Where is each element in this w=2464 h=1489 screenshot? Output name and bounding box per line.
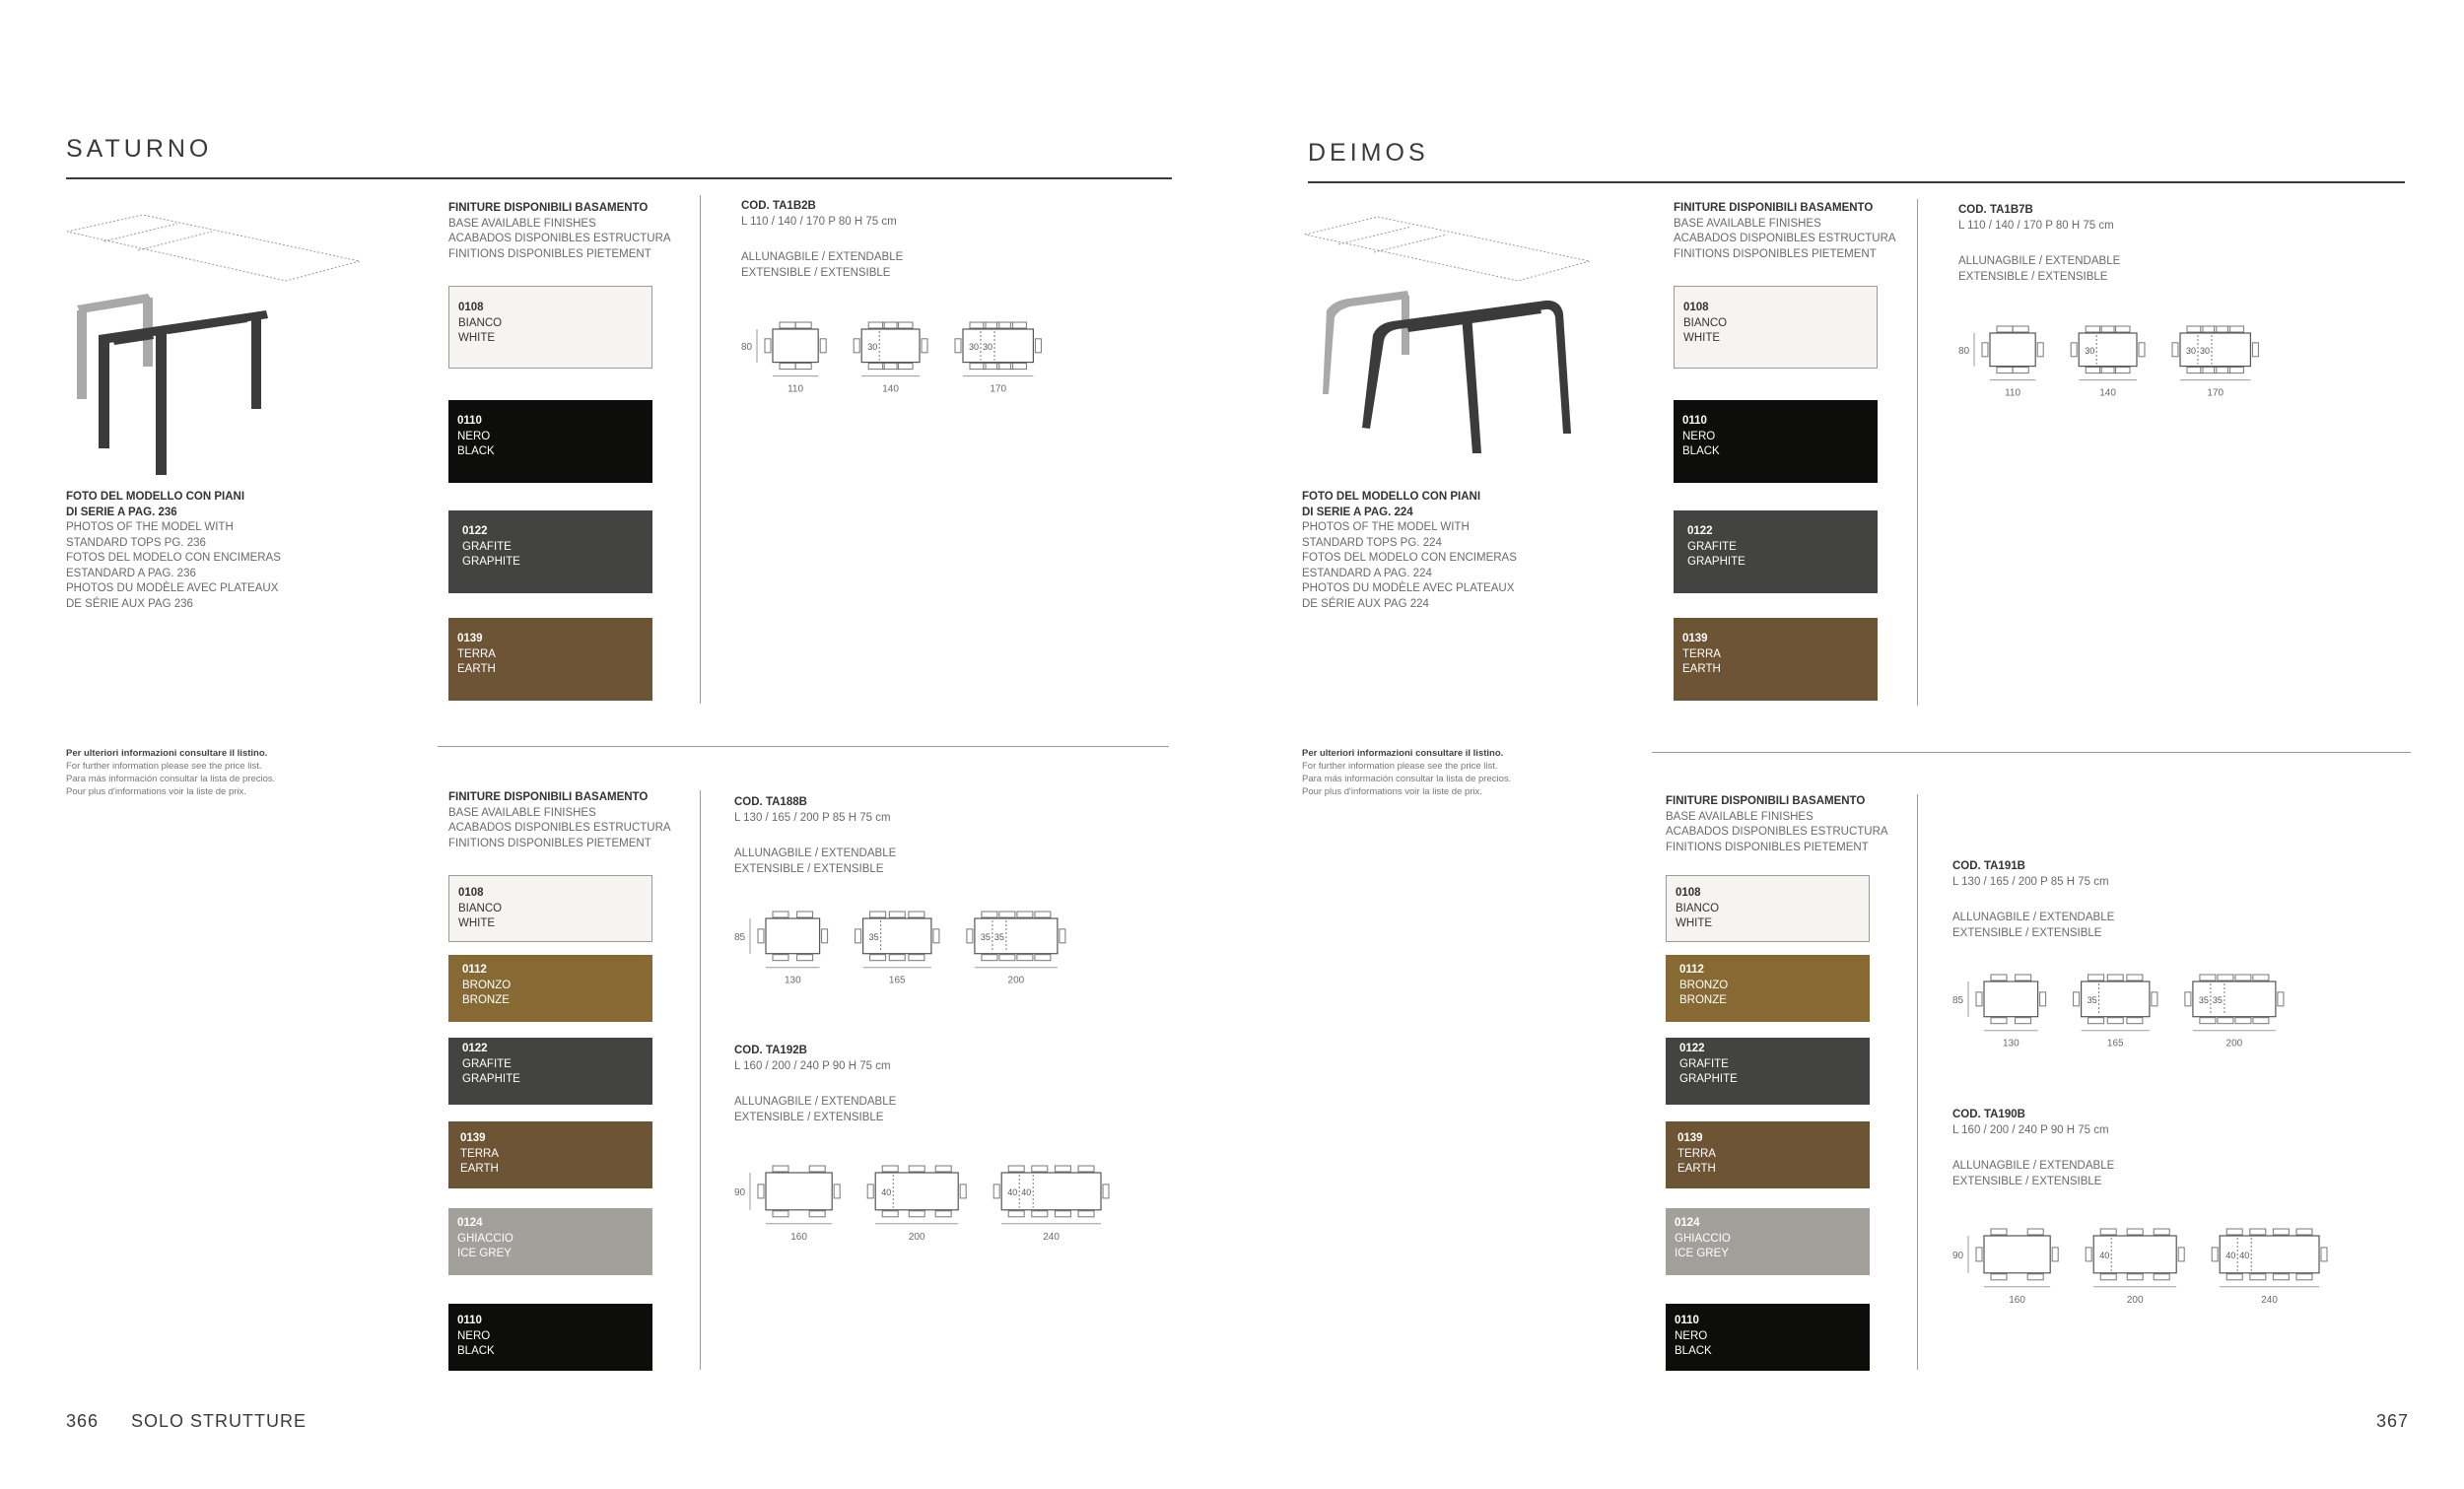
section-name: SOLO STRUTTURE xyxy=(131,1411,308,1431)
table-plan-130 xyxy=(758,912,828,986)
table-plan-diagram xyxy=(1952,1224,2347,1320)
extension-label: 40 xyxy=(2225,1250,2236,1260)
depth-label: 85 xyxy=(1952,994,1964,1006)
extension-label: 35 xyxy=(2087,994,2097,1005)
swatch-0110: 0110 NERO BLACK xyxy=(448,400,652,483)
extension-label: 30 xyxy=(2200,345,2211,356)
length-label: 160 xyxy=(790,1231,807,1243)
table-plan-160 xyxy=(1976,1229,2058,1306)
page-title: SATURNO xyxy=(66,135,213,163)
table-plan-200 xyxy=(867,1166,966,1243)
code-block: COD. TA1B2B L 110 / 140 / 170 P 80 H 75 cm ALLUNAGBILE / EXTENDABLE EXTENSIBLE / EXTENSIBLE xyxy=(741,200,904,279)
extension-label: 40 xyxy=(2099,1250,2110,1260)
table-plan-110 xyxy=(1982,326,2043,399)
depth-label: 85 xyxy=(734,931,746,943)
price-list-note: Per ulteriori informazioni consultare il listino. For further information please see the price list. Para más información consultar la lista de precios. Pour plus d'informations voir la liste de prix. xyxy=(66,748,276,797)
table-plan-240 xyxy=(993,1166,1109,1243)
page-number: 366 xyxy=(66,1411,100,1431)
code-block: COD. TA190B L 160 / 200 / 240 P 90 H 75 cm ALLUNAGBILE / EXTENDABLE EXTENSIBLE / EXTENSIBLE xyxy=(1952,1109,2115,1187)
table-plan-svg xyxy=(1952,970,2347,1058)
swatch-0112: 0112 BRONZO BRONZE xyxy=(1666,955,1870,1022)
code-block: COD. TA192B L 160 / 200 / 240 P 90 H 75 cm ALLUNAGBILE / EXTENDABLE EXTENSIBLE / EXTENSIBLE xyxy=(734,1045,897,1123)
swatch-0139: 0139 TERRA EARTH xyxy=(448,1121,652,1188)
column-divider xyxy=(700,195,701,704)
swatch-0108: 0108 BIANCO WHITE xyxy=(448,875,652,942)
swatch-0122: 0122 GRAFITE GRAPHITE xyxy=(1666,1038,1870,1105)
title-rule xyxy=(66,177,1172,179)
table-plan-svg xyxy=(1952,1224,2347,1315)
length-label: 200 xyxy=(908,1231,925,1243)
length-label: 170 xyxy=(2207,387,2224,399)
length-label: 200 xyxy=(1007,975,1025,986)
swatch-0124: 0124 GHIACCIO ICE GREY xyxy=(448,1208,652,1275)
table-plan-240 xyxy=(2212,1229,2327,1306)
length-label: 170 xyxy=(990,383,1007,395)
length-label: 130 xyxy=(784,975,801,986)
depth-label: 80 xyxy=(741,341,753,353)
finishes-header: FINITURE DISPONIBILI BASAMENTO BASE AVAILABLE FINISHES ACABADOS DISPONIBLES ESTRUCTURA FINITIONS DISPONIBLES PIETEMENT xyxy=(448,791,671,849)
swatch-0108: 0108 BIANCO WHITE xyxy=(1666,875,1870,942)
product-illustration xyxy=(59,207,375,488)
swatch-0110: 0110 NERO BLACK xyxy=(1666,1304,1870,1371)
table-plan-diagram xyxy=(734,907,1129,1000)
table-plan-110 xyxy=(765,322,826,395)
swatch-0124: 0124 GHIACCIO ICE GREY xyxy=(1666,1208,1870,1275)
extension-label: 40 xyxy=(881,1186,892,1197)
extension-label: 30 xyxy=(969,341,980,352)
code-block: COD. TA188B L 130 / 165 / 200 P 85 H 75 cm ALLUNAGBILE / EXTENDABLE EXTENSIBLE / EXTENSIBLE xyxy=(734,796,897,875)
table-plan-svg xyxy=(734,907,1129,995)
section-divider xyxy=(1652,752,2411,753)
extension-label: 35 xyxy=(993,931,1004,942)
depth-label: 80 xyxy=(1958,345,1970,357)
swatch-0112: 0112 BRONZO BRONZE xyxy=(448,955,652,1022)
table-plan-160 xyxy=(758,1166,840,1243)
finishes-header: FINITURE DISPONIBILI BASAMENTO BASE AVAILABLE FINISHES ACABADOS DISPONIBLES ESTRUCTURA FINITIONS DISPONIBLES PIETEMENT xyxy=(448,202,671,260)
column-divider xyxy=(1917,794,1918,1370)
table-plan-170 xyxy=(955,322,1041,395)
length-label: 240 xyxy=(2261,1294,2278,1306)
extension-label: 35 xyxy=(980,931,991,942)
table-plan-140 xyxy=(854,322,927,395)
extension-label: 30 xyxy=(983,341,993,352)
swatch-0122: 0122 GRAFITE GRAPHITE xyxy=(1674,510,1878,593)
section-divider xyxy=(438,746,1169,747)
product-illustration xyxy=(1299,207,1605,463)
table-plan-165 xyxy=(2074,975,2157,1049)
length-label: 200 xyxy=(2126,1294,2144,1306)
depth-label: 90 xyxy=(1952,1250,1964,1261)
swatch-0110: 0110 NERO BLACK xyxy=(1674,400,1878,483)
table-plan-svg xyxy=(741,317,1135,404)
extension-label: 40 xyxy=(2239,1250,2250,1260)
finishes-header: FINITURE DISPONIBILI BASAMENTO BASE AVAILABLE FINISHES ACABADOS DISPONIBLES ESTRUCTURA FINITIONS DISPONIBLES PIETEMENT xyxy=(1674,202,1896,260)
extension-label: 40 xyxy=(1021,1186,1032,1197)
table-plan-165 xyxy=(856,912,939,986)
extension-label: 35 xyxy=(868,931,879,942)
swatch-0108: 0108 BIANCO WHITE xyxy=(1674,286,1878,369)
depth-label: 90 xyxy=(734,1186,746,1198)
column-divider xyxy=(700,790,701,1370)
column-divider xyxy=(1917,199,1918,706)
extension-label: 40 xyxy=(1007,1186,1018,1197)
price-list-note: Per ulteriori informazioni consultare il listino. For further information please see the price list. Para más información consultar la lista de precios. Pour plus d'informations voir la liste de prix. xyxy=(1302,748,1512,797)
swatch-0139: 0139 TERRA EARTH xyxy=(448,618,652,701)
extension-label: 35 xyxy=(2212,994,2223,1005)
length-label: 140 xyxy=(2099,387,2116,399)
length-label: 110 xyxy=(2005,387,2021,399)
length-label: 165 xyxy=(888,975,906,986)
table-plan-140 xyxy=(2071,326,2145,399)
page-number: 367 xyxy=(2376,1411,2410,1431)
table-plan-170 xyxy=(2172,326,2258,399)
length-label: 240 xyxy=(1043,1231,1060,1243)
table-plan-200 xyxy=(967,912,1065,986)
length-label: 165 xyxy=(2106,1038,2124,1049)
length-label: 160 xyxy=(2009,1294,2025,1306)
table-plan-200 xyxy=(2086,1229,2184,1306)
swatch-0139: 0139 TERRA EARTH xyxy=(1674,618,1878,701)
swatch-0110: 0110 NERO BLACK xyxy=(448,1304,652,1371)
table-plan-130 xyxy=(1976,975,2046,1049)
model-caption: FOTO DEL MODELLO CON PIANI DI SERIE A PAG. 224 PHOTOS OF THE MODEL WITH STANDARD TOPS PG. 224 FOTOS DEL MODELO CON ENCIMERAS ESTANDARD A PAG. 224 PHOTOS DU MODÈLE AVEC PLATEAUX DE SÉRIE AUX PAG 224 xyxy=(1302,491,1517,610)
extension-label: 30 xyxy=(867,341,878,352)
length-label: 140 xyxy=(882,383,899,395)
table-plan-diagram xyxy=(734,1161,1129,1256)
table-plan-svg xyxy=(1958,321,2353,408)
title-rule xyxy=(1308,181,2405,183)
swatch-0122: 0122 GRAFITE GRAPHITE xyxy=(448,1038,652,1105)
extension-label: 30 xyxy=(2085,345,2095,356)
table-plan-diagram xyxy=(741,317,1135,409)
extension-label: 30 xyxy=(2186,345,2197,356)
code-block: COD. TA1B7B L 110 / 140 / 170 P 80 H 75 cm ALLUNAGBILE / EXTENDABLE EXTENSIBLE / EXTENSIBLE xyxy=(1958,204,2121,283)
length-label: 200 xyxy=(2225,1038,2243,1049)
swatch-0122: 0122 GRAFITE GRAPHITE xyxy=(448,510,652,593)
code-block: COD. TA191B L 130 / 165 / 200 P 85 H 75 cm ALLUNAGBILE / EXTENDABLE EXTENSIBLE / EXTENSIBLE xyxy=(1952,860,2115,939)
length-label: 130 xyxy=(2002,1038,2019,1049)
table-plan-200 xyxy=(2185,975,2284,1049)
table-plan-svg xyxy=(734,1161,1129,1252)
extension-label: 35 xyxy=(2198,994,2209,1005)
swatch-0108: 0108 BIANCO WHITE xyxy=(448,286,652,369)
swatch-0139: 0139 TERRA EARTH xyxy=(1666,1121,1870,1188)
finishes-header: FINITURE DISPONIBILI BASAMENTO BASE AVAILABLE FINISHES ACABADOS DISPONIBLES ESTRUCTURA FINITIONS DISPONIBLES PIETEMENT xyxy=(1666,795,1888,853)
table-plan-diagram xyxy=(1952,970,2347,1063)
page-title: DEIMOS xyxy=(1308,139,1429,167)
table-plan-diagram xyxy=(1958,321,2353,413)
length-label: 110 xyxy=(787,383,804,395)
model-caption: FOTO DEL MODELLO CON PIANI DI SERIE A PAG. 236 PHOTOS OF THE MODEL WITH STANDARD TOPS PG. 236 FOTOS DEL MODELO CON ENCIMERAS ESTANDARD A PAG. 236 PHOTOS DU MODÈLE AVEC PLATEAUX DE SÉRIE AUX PAG 236 xyxy=(66,491,281,610)
